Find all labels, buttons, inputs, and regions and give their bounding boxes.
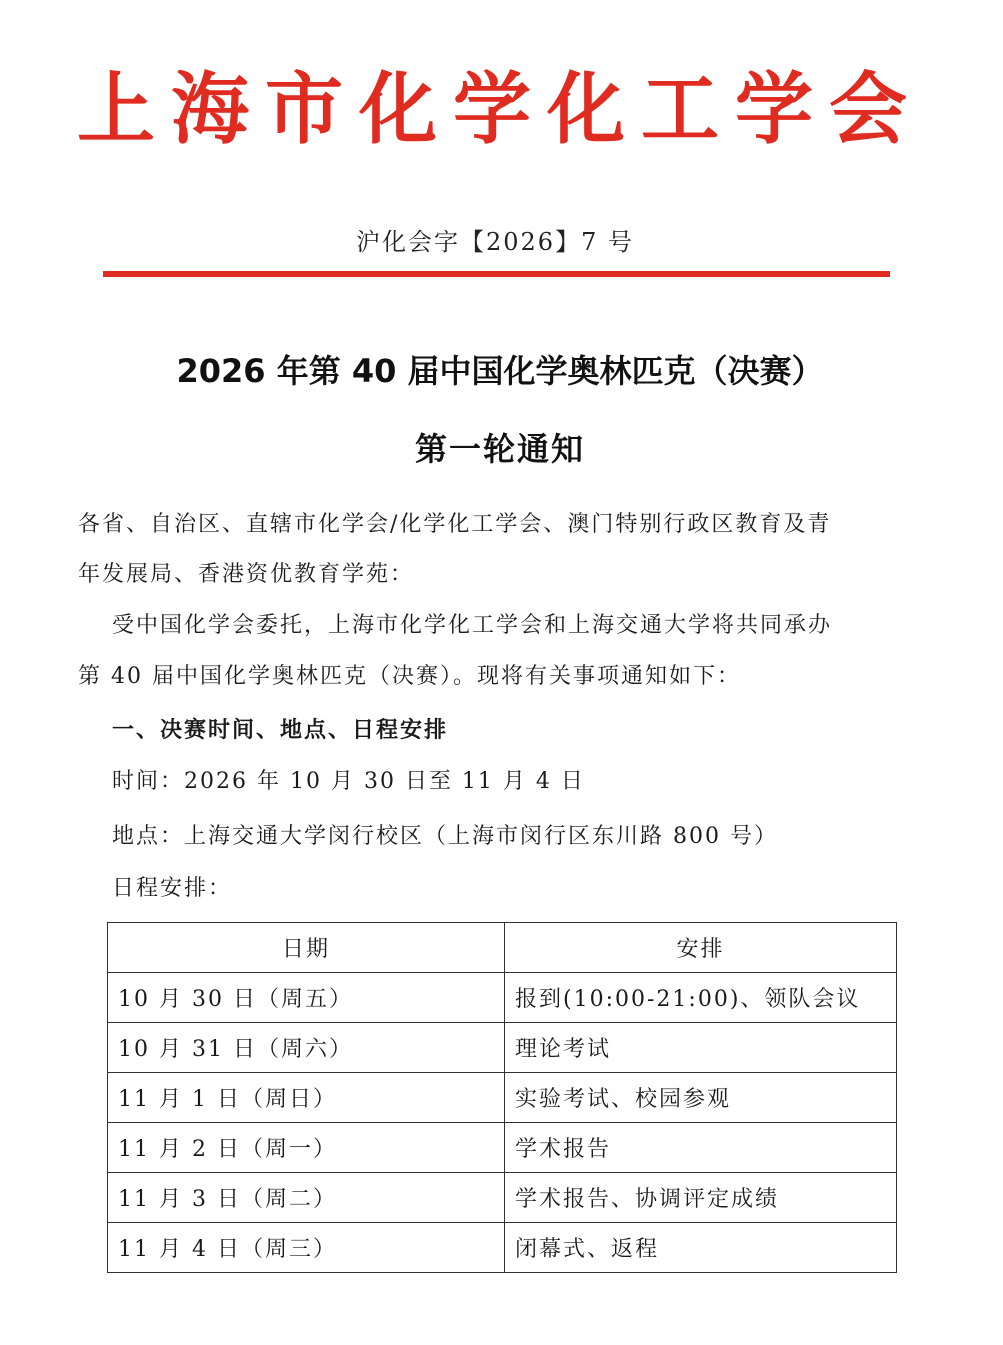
date-cell: 10 月 31 日（周六）	[108, 1023, 505, 1073]
intro-line-2: 第 40 届中国化学奥林匹克（决赛）。现将有关事项通知如下：	[78, 664, 741, 689]
table-row	[108, 973, 897, 1023]
section-1-heading: 一、决赛时间、地点、日程安排	[112, 718, 449, 743]
salutation-line-1: 各省、自治区、直辖市化学会/化学化工学会、澳门特别行政区教育及青	[78, 512, 832, 537]
letterhead-red-rule	[103, 271, 890, 277]
organization-letterhead: 上海市化学化工学会	[76, 64, 923, 155]
salutation-line-2: 年发展局、香港资优教育学苑：	[78, 562, 415, 587]
arrangement-cell: 理论考试	[505, 1023, 897, 1073]
arrangement-cell: 学术报告	[505, 1123, 897, 1173]
notice-title: 2026 年第 40 届中国化学奥林匹克（决赛）	[176, 352, 824, 390]
date-cell: 11 月 1 日（周日）	[108, 1073, 505, 1123]
table-row	[108, 1223, 897, 1273]
table-row	[108, 1173, 897, 1223]
date-cell: 11 月 2 日（周一）	[108, 1123, 505, 1173]
event-time: 时间：2026 年 10 月 30 日至 11 月 4 日	[112, 769, 585, 794]
arrangement-cell: 报到(10:00-21:00)、领队会议	[505, 973, 897, 1023]
column-header-arrangement: 安排	[505, 923, 897, 973]
date-cell: 11 月 3 日（周二）	[108, 1173, 505, 1223]
column-header-date: 日期	[108, 923, 505, 973]
schedule-table	[107, 922, 897, 1273]
schedule-label: 日程安排：	[112, 876, 233, 901]
date-cell: 10 月 30 日（周五）	[108, 973, 505, 1023]
table-row	[108, 1073, 897, 1123]
date-cell: 11 月 4 日（周三）	[108, 1223, 505, 1273]
notice-subtitle: 第一轮通知	[414, 430, 585, 468]
arrangement-cell: 实验考试、校园参观	[505, 1073, 897, 1123]
table-row	[108, 1023, 897, 1073]
arrangement-cell: 学术报告、协调评定成绩	[505, 1173, 897, 1223]
table-row	[108, 1123, 897, 1173]
document-number: 沪化会字【2026】7 号	[356, 228, 634, 256]
table-header-row	[108, 923, 897, 973]
arrangement-cell: 闭幕式、返程	[505, 1223, 897, 1273]
event-location: 地点：上海交通大学闵行校区（上海市闵行区东川路 800 号）	[112, 824, 778, 849]
intro-line-1: 受中国化学会委托，上海市化学化工学会和上海交通大学将共同承办	[112, 613, 833, 638]
